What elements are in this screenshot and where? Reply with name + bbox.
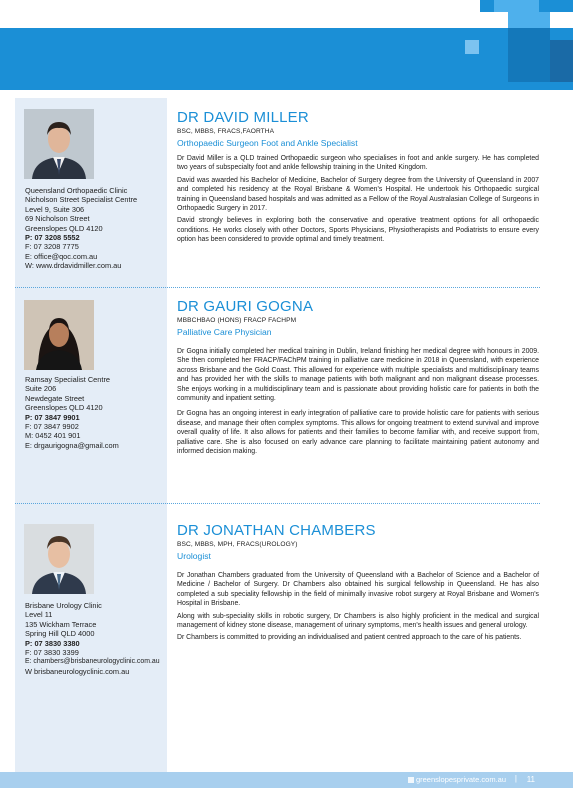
doctor-role: Orthopaedic Surgeon Foot and Ankle Specialist bbox=[177, 138, 358, 148]
contact-line: Newdegate Street bbox=[25, 393, 85, 403]
page-number: 11 bbox=[526, 775, 535, 784]
contact-line: Level 11 bbox=[25, 610, 53, 620]
decor-square bbox=[550, 40, 573, 82]
website-line[interactable]: W: www.drdavidmiller.com.au bbox=[25, 261, 122, 271]
footer-separator: | bbox=[514, 774, 517, 783]
decor-square bbox=[465, 40, 479, 54]
doctor-name: DR JONATHAN CHAMBERS bbox=[177, 522, 376, 539]
contact-line: Nicholson Street Specialist Centre bbox=[25, 195, 138, 205]
header-banner bbox=[0, 28, 573, 90]
contact-line: Queensland Orthopaedic Clinic bbox=[25, 186, 128, 195]
doctor-name: DR DAVID MILLER bbox=[177, 109, 309, 126]
contact-line: Ramsay Specialist Centre bbox=[25, 375, 111, 384]
mobile-line: M: 0452 401 901 bbox=[25, 431, 81, 441]
decor-square bbox=[494, 0, 539, 12]
fax-line: F: 07 3830 3399 bbox=[25, 648, 79, 658]
phone-line: P: 07 3847 9901 bbox=[25, 412, 80, 422]
doctor-qualifications: BSC, MBBS, MPH, FRACS(UROLOGY) bbox=[177, 541, 298, 548]
decor-square bbox=[480, 0, 494, 12]
contact-line: Level 9, Suite 306 bbox=[25, 204, 85, 214]
bio-paragraph: David was awarded his Bachelor of Medicine, Bachelor of Surgery degree from the University of Queensland in 2007 and completed his residency at the Royal Brisbane & Women's Hospital. He undertook his Orthopaedic surgical training in Queensland based hospitals and was admitted as a Fellow of the Royal Australasian College of Surgeons in Orthopaedic Surgery in 2017. bbox=[177, 176, 539, 213]
contact-line: 69 Nicholson Street bbox=[25, 214, 90, 224]
phone-line: P: 07 3208 5552 bbox=[25, 233, 80, 243]
decor-square bbox=[508, 28, 550, 82]
contact-line: 135 Wickham Terrace bbox=[25, 619, 97, 629]
bio-paragraph: Dr Gogna initially completed her medical training in Dublin, Ireland finishing her medical degree with honours in 2009. She then completed her FRACP/FAChPM training in palliative care medicine in 2018 in Queensland, with experience across Brisbane and the Gold Coast. This allowed for experience with multiple specialists and multidisciplinary teams and has provided her with the skills to manage patients with both malignant and non malignant disease processes. She enjoys working in a multidisciplinary team and is passionate about providing holistic care for patients in both the community and inpatient setting. bbox=[177, 348, 539, 403]
phone-line: P: 07 3830 3380 bbox=[25, 638, 80, 648]
bio-paragraph: David strongly believes in exploring both the conservative and operative treatment options for all orthopaedic conditions. He works closely with other Doctors, Sports Physicians, Physiotherapists and Podiatrists to ensure every option has been considered to provide optimal and timely treatment. bbox=[177, 217, 539, 244]
footer-website-text: greenslopesprivate.com.au bbox=[415, 775, 506, 784]
bio-paragraph: Dr Gogna has an ongoing interest in early integration of palliative care to provide holistic care for patients with serious disease, and manage their often complex symptoms. This allows for ongoing treatment to extend survival and improve overall quality of life. It also allows for patients and their families to become familiar with, and receive support from, palliative care. She is also focused on early advance care planning to facilitate maintaining patient autonomy and informed decision making. bbox=[177, 410, 539, 456]
doctor-photo bbox=[24, 524, 94, 594]
contact-line: Spring Hill QLD 4000 bbox=[25, 629, 95, 639]
doctor-photo bbox=[24, 300, 94, 370]
bio-paragraph: Dr David Miller is a QLD trained Orthopaedic surgeon who specialises in foot and ankle surgery. He has completed two years of subspecialty foot and ankle fellowship training in the United Kingdom. bbox=[177, 155, 539, 172]
contact-line: Brisbane Urology Clinic bbox=[25, 601, 102, 610]
website-line[interactable]: W brisbaneurologyclinic.com.au bbox=[25, 666, 130, 676]
contact-line: Suite 206 bbox=[25, 384, 57, 394]
contact-details bbox=[25, 375, 170, 450]
bio-paragraph: Dr Jonathan Chambers graduated from the University of Queensland with a Bachelor of Science and a Bachelor of Medicine / Bachelor of Surgery. Dr Chambers also obtained his surgical fellowship in Queensland. He has also completed a sub speciality fellowship in the field of minimally invasive robot surgery at Royal Brisbane and Women's Hospital in Brisbane. bbox=[177, 572, 539, 608]
website-square-icon bbox=[408, 777, 414, 783]
doctor-profile bbox=[177, 109, 539, 248]
decor-square bbox=[508, 12, 550, 28]
doctor-role: Urologist bbox=[177, 551, 211, 561]
doctor-photo bbox=[24, 109, 94, 179]
footer-website-link[interactable] bbox=[408, 775, 506, 784]
doctor-role: Palliative Care Physician bbox=[177, 327, 272, 337]
page-footer bbox=[0, 772, 573, 788]
decor-square bbox=[539, 0, 573, 12]
fax-line: F: 07 3847 9902 bbox=[25, 422, 79, 432]
doctor-profile bbox=[177, 298, 539, 459]
email-line[interactable]: E: drgaurigogna@gmail.com bbox=[25, 440, 119, 450]
fax-line: F: 07 3208 7775 bbox=[25, 242, 79, 252]
contact-line: Greenslopes QLD 4120 bbox=[25, 403, 103, 413]
bio-paragraph: Dr Chambers is committed to providing an individualised and patient centred approach to the care of his patients. bbox=[177, 634, 522, 642]
doctor-name: DR GAURI GOGNA bbox=[177, 298, 314, 315]
email-line[interactable]: E: office@qoc.com.au bbox=[25, 251, 98, 261]
contact-line: Greenslopes QLD 4120 bbox=[25, 223, 103, 233]
section-divider bbox=[15, 287, 540, 288]
doctor-profile bbox=[177, 522, 539, 646]
email-line[interactable]: E: chambers@brisbaneurologyclinic.com.au bbox=[25, 658, 160, 666]
bio-paragraph: Along with sub-speciality skills in robotic surgery, Dr Chambers is also highly proficient in the medical and surgical management of kidney stone disease, management of urinary symptoms, men's health issues and general urology. bbox=[177, 612, 539, 630]
section-divider bbox=[15, 503, 540, 504]
doctor-qualifications: BSC, MBBS, FRACS,FAORTHA bbox=[177, 128, 275, 135]
doctor-qualifications: MBBCHBAO (HONS) FRACP FACHPM bbox=[177, 317, 297, 324]
contact-details bbox=[25, 186, 170, 271]
contact-details bbox=[25, 601, 170, 676]
